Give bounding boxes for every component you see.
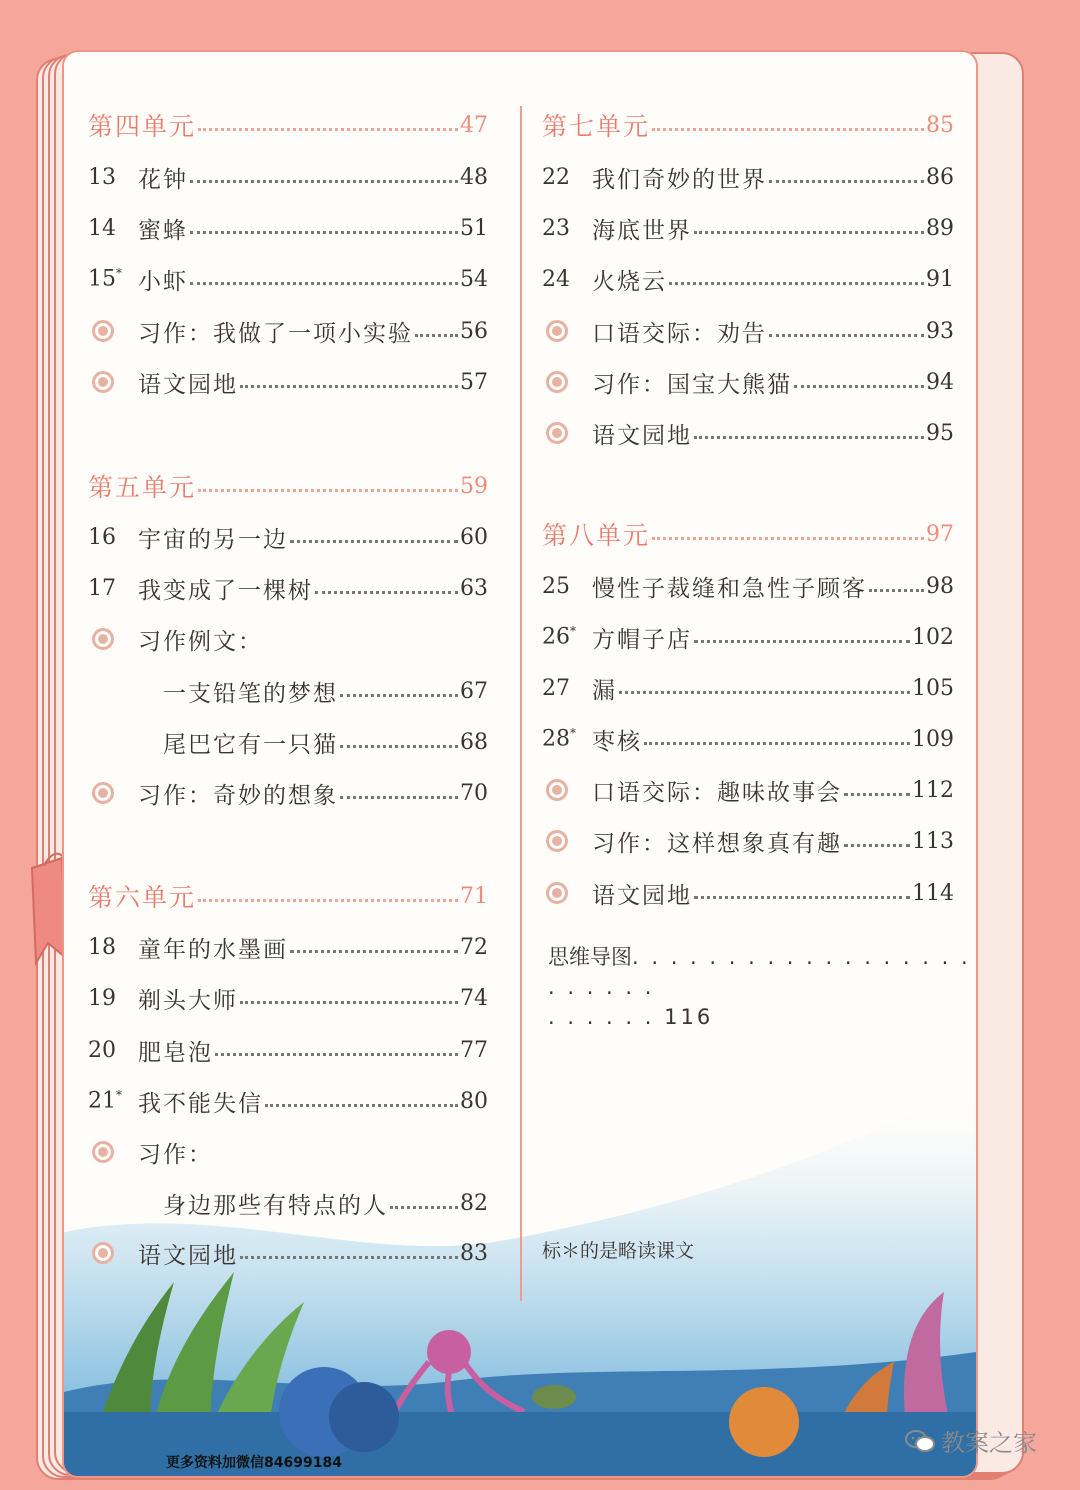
leader-dots: [290, 950, 458, 953]
page-number: 102: [912, 624, 954, 650]
entry-title: 我不能失信: [138, 1090, 263, 1117]
page-number: 54: [460, 266, 488, 292]
contents-page: [64, 52, 976, 1476]
toc-entry[interactable]: [88, 671, 488, 711]
page-number: 89: [926, 215, 954, 241]
page-number: 51: [460, 215, 488, 241]
entry-title: 语文园地: [592, 422, 692, 449]
leader-dots: [198, 489, 458, 492]
leader-dots: [190, 282, 458, 285]
leader-dots: [198, 128, 458, 131]
unit-heading[interactable]: [88, 876, 488, 916]
toc-entry[interactable]: [542, 157, 954, 197]
leader-dots: [794, 385, 924, 388]
toc-entry[interactable]: [88, 773, 488, 813]
lesson-number: 15*: [88, 266, 122, 292]
lesson-number: 13: [88, 164, 116, 190]
toc-entry[interactable]: [88, 568, 488, 608]
page-number: 77: [460, 1037, 488, 1063]
leader-dots: [315, 591, 458, 594]
circle-bullet-icon: [542, 882, 592, 904]
entry-title: 火烧云: [592, 268, 667, 295]
page-number: 82: [460, 1190, 488, 1216]
entry-title: 习作例文：: [138, 628, 263, 655]
page-number: 71: [460, 883, 488, 909]
toc-entry[interactable]: [88, 362, 488, 402]
entry-title: 剃头大师: [138, 987, 238, 1014]
leader-dots: [869, 589, 924, 592]
page-number: 72: [460, 934, 488, 960]
circle-bullet-icon: [542, 830, 592, 852]
leader-dots: [769, 334, 924, 337]
footer-wechat-text: 更多资料加微信84699184: [166, 1455, 342, 1471]
entry-title: 宇宙的另一边: [138, 526, 288, 553]
mindmap-page: . . . . . . 116: [548, 1005, 714, 1029]
leader-dots: [240, 1256, 458, 1259]
toc-entry[interactable]: [542, 362, 954, 402]
entry-title: 我们奇妙的世界: [592, 166, 767, 193]
unit-title: 第四单元: [88, 112, 197, 141]
circle-bullet-icon: [88, 1141, 138, 1163]
unit-heading[interactable]: [542, 105, 954, 145]
lesson-number: 28*: [542, 726, 576, 752]
circle-bullet-icon: [88, 320, 138, 342]
toc-entry[interactable]: [542, 413, 954, 453]
page-number: 109: [912, 726, 954, 752]
toc-entry[interactable]: [88, 517, 488, 557]
leader-dots: [190, 180, 458, 183]
page-number: 56: [460, 318, 488, 344]
lesson-number: 18: [88, 934, 116, 960]
entry-title: 花钟: [138, 166, 188, 193]
toc-entry[interactable]: [88, 722, 488, 762]
toc-entry[interactable]: [542, 617, 954, 657]
toc-entry[interactable]: [542, 311, 954, 351]
wechat-icon: [905, 1430, 935, 1452]
entry-title: 方帽子店: [592, 626, 692, 653]
leader-dots: [340, 694, 458, 697]
page-number: 60: [460, 524, 488, 550]
page-number: 67: [460, 678, 488, 704]
toc-entry[interactable]: [542, 719, 954, 759]
unit-heading[interactable]: [88, 466, 488, 506]
lesson-number: 27: [542, 675, 570, 701]
entry-title: 童年的水墨画: [138, 936, 288, 963]
toc-entry[interactable]: [88, 619, 488, 659]
page-number: 47: [460, 112, 488, 138]
toc-entry[interactable]: [88, 1132, 488, 1172]
entry-title: 习作：这样想象真有趣: [592, 830, 842, 857]
lesson-number: 23: [542, 215, 570, 241]
leader-dots: [844, 793, 910, 796]
watermark: [905, 1423, 1037, 1458]
leader-dots: [390, 1206, 458, 1209]
page-number: 85: [926, 112, 954, 138]
lesson-number: 20: [88, 1037, 116, 1063]
page-number: 63: [460, 575, 488, 601]
leader-dots: [694, 640, 910, 643]
page-number: 48: [460, 164, 488, 190]
leader-dots: [694, 436, 924, 439]
leader-dots: [694, 231, 924, 234]
entry-title: 漏: [592, 677, 617, 704]
entry-title: 身边那些有特点的人: [163, 1192, 388, 1219]
leader-dots: [240, 385, 458, 388]
mindmap-dots: . . . . . . . . . . . . . . . . . . . . . . . .: [548, 945, 971, 999]
unit-title: 第六单元: [88, 883, 197, 912]
toc-entry[interactable]: [542, 668, 954, 708]
lesson-number: 22: [542, 164, 570, 190]
leader-dots: [844, 844, 910, 847]
unit-title: 第五单元: [88, 473, 197, 502]
leader-dots: [190, 231, 458, 234]
page-number: 59: [460, 473, 488, 499]
entry-title: 口语交际：劝告: [592, 320, 767, 347]
entry-title: 语文园地: [138, 1242, 238, 1269]
bookmark-ribbon: [22, 848, 70, 968]
entry-title: 习作：国宝大熊猫: [592, 371, 792, 398]
toc-entry[interactable]: [88, 1081, 488, 1121]
page-number: 91: [926, 266, 954, 292]
entry-title: 语文园地: [138, 371, 238, 398]
page-number: 93: [926, 318, 954, 344]
watermark-text: 教案之家: [941, 1429, 1037, 1457]
toc-entry[interactable]: [88, 157, 488, 197]
lesson-number: 19: [88, 985, 116, 1011]
circle-bullet-icon: [542, 422, 592, 444]
column-divider: [520, 106, 522, 1301]
toc-entry[interactable]: [88, 927, 488, 967]
leader-dots: [694, 896, 910, 899]
circle-bullet-icon: [88, 782, 138, 804]
leader-dots: [652, 537, 924, 540]
leader-dots: [415, 334, 458, 337]
entry-title: 口语交际：趣味故事会: [592, 779, 842, 806]
toc-entry[interactable]: [88, 208, 488, 248]
leader-dots: [340, 745, 458, 748]
toc-entry[interactable]: [88, 1233, 488, 1273]
toc-entry[interactable]: [88, 978, 488, 1018]
circle-bullet-icon: [542, 371, 592, 393]
entry-title: 慢性子裁缝和急性子顾客: [592, 575, 867, 602]
toc-entry[interactable]: [542, 770, 954, 810]
leader-dots: [198, 899, 458, 902]
entry-title: 语文园地: [592, 882, 692, 909]
toc-entry[interactable]: [542, 566, 954, 606]
page-number: 95: [926, 420, 954, 446]
toc-entry[interactable]: [542, 208, 954, 248]
page-number: 74: [460, 985, 488, 1011]
unit-heading[interactable]: [88, 105, 488, 145]
lesson-number: 24: [542, 266, 570, 292]
page-number: 97: [926, 521, 954, 547]
page-number: 114: [912, 880, 954, 906]
leader-dots: [769, 180, 924, 183]
page-number: 70: [460, 780, 488, 806]
circle-bullet-icon: [88, 1242, 138, 1264]
lesson-number: 25: [542, 573, 570, 599]
lesson-number: 21*: [88, 1088, 122, 1114]
entry-title: 枣核: [592, 728, 642, 755]
leader-dots: [669, 282, 924, 285]
entry-title: 习作：: [138, 1141, 213, 1168]
entry-title: 我变成了一棵树: [138, 577, 313, 604]
toc-entry[interactable]: [88, 1030, 488, 1070]
entry-title: 肥皂泡: [138, 1039, 213, 1066]
circle-bullet-icon: [88, 371, 138, 393]
entry-title: 海底世界: [592, 217, 692, 244]
leader-dots: [644, 742, 910, 745]
leader-dots: [652, 128, 924, 131]
toc-entry[interactable]: [542, 821, 954, 861]
page-number: 113: [912, 828, 954, 854]
page-number: 94: [926, 369, 954, 395]
circle-bullet-icon: [88, 628, 138, 650]
page-number: 98: [926, 573, 954, 599]
leader-dots: [619, 691, 910, 694]
entry-title: 一支铅笔的梦想: [163, 680, 338, 707]
circle-bullet-icon: [542, 320, 592, 342]
toc-entry[interactable]: [88, 311, 488, 351]
entry-title: 尾巴它有一只猫: [163, 731, 338, 758]
lesson-number: 16: [88, 524, 116, 550]
page-number: 86: [926, 164, 954, 190]
lesson-number: 14: [88, 215, 116, 241]
leader-dots: [290, 540, 458, 543]
leader-dots: [215, 1053, 458, 1056]
unit-heading[interactable]: [542, 514, 954, 554]
unit-title: 第七单元: [542, 112, 651, 141]
page-number: 68: [460, 729, 488, 755]
toc-entry[interactable]: [542, 259, 954, 299]
entry-title: 习作：我做了一项小实验: [138, 320, 413, 347]
skim-reading-note: 标＊的是略读课文: [542, 1240, 695, 1262]
lesson-number: 26*: [542, 624, 576, 650]
page-number: 57: [460, 369, 488, 395]
entry-title: 蜜蜂: [138, 217, 188, 244]
toc-entry[interactable]: [88, 259, 488, 299]
lesson-number: 17: [88, 575, 116, 601]
circle-bullet-icon: [542, 779, 592, 801]
toc-entry[interactable]: [88, 1183, 488, 1223]
mindmap-entry[interactable]: [548, 942, 976, 1032]
page-number: 83: [460, 1240, 488, 1266]
leader-dots: [265, 1104, 458, 1107]
leader-dots: [340, 796, 458, 799]
entry-title: 习作：奇妙的想象: [138, 782, 338, 809]
toc-entry[interactable]: [542, 873, 954, 913]
page-number: 105: [912, 675, 954, 701]
entry-title: 小虾: [138, 268, 188, 295]
page-number: 112: [912, 777, 954, 803]
unit-title: 第八单元: [542, 521, 651, 550]
mindmap-title: 思维导图: [548, 945, 632, 969]
leader-dots: [240, 1001, 458, 1004]
page-number: 80: [460, 1088, 488, 1114]
